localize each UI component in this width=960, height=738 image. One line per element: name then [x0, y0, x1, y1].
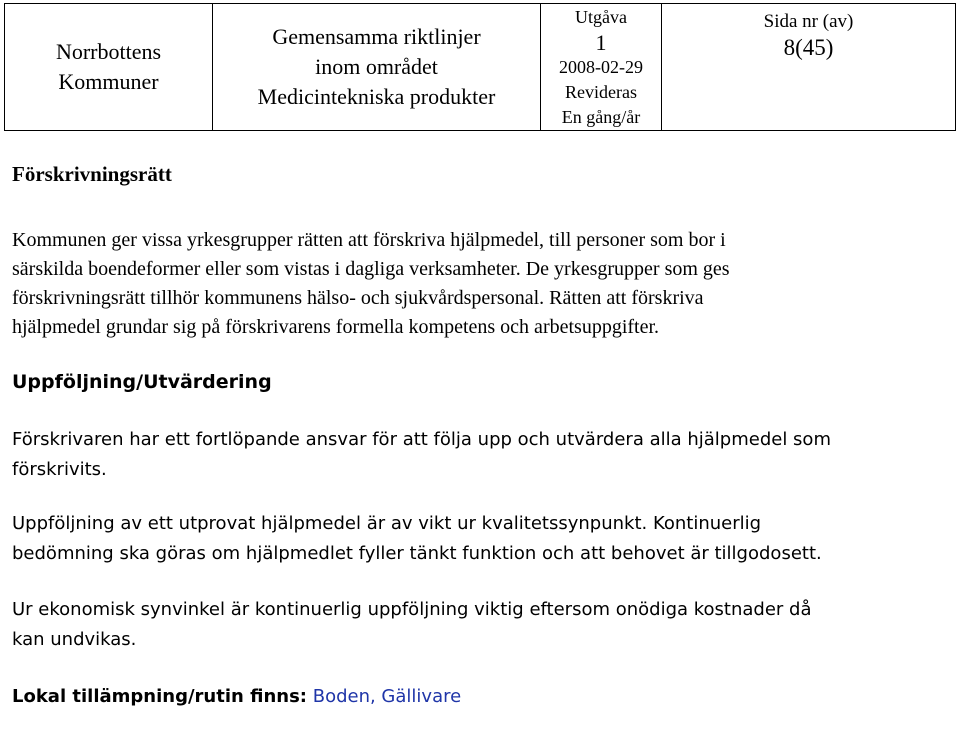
prescribing-line-4: hjälpmedel grundar sig på förskrivarens formella kompetens och arbetsuppgifter. — [12, 316, 660, 338]
organization-name: Norrbottens Kommuner — [55, 39, 162, 94]
page-label: Sida nr (av) — [763, 11, 854, 32]
edition-label: Utgåva — [575, 6, 627, 27]
local-routine-municipalities: Boden, Gällivare — [312, 686, 462, 707]
revision-label: Revideras — [565, 81, 637, 102]
edition-date: 2008-02-29 — [559, 56, 643, 77]
page-number-cell — [662, 4, 956, 131]
prescribing-line-2: särskilda boendeformer eller som vistas i dagliga verksamheter. De yrkesgrupper som ges — [12, 258, 730, 280]
document-title-line-2: inom området — [315, 54, 438, 79]
document-title-line-3: Medicintekniska produkter — [257, 84, 496, 109]
organization-cell — [5, 4, 213, 131]
document-title-cell — [213, 4, 541, 131]
followup-paragraph-3 — [12, 595, 952, 655]
local-routine-line — [12, 682, 952, 712]
document-body — [12, 160, 952, 712]
revision-interval: En gång/år — [561, 106, 641, 127]
section-heading-prescribing: Förskrivningsrätt — [12, 162, 172, 186]
document-header — [4, 3, 956, 131]
prescribing-line-1: Kommunen ger vissa yrkesgrupper rätten att förskriva hjälpmedel, till personer som bor i — [12, 229, 726, 251]
followup-p1-line-2: förskrivits. — [12, 459, 107, 480]
followup-p3-line-2: kan undvikas. — [12, 629, 137, 650]
local-routine-label: Lokal tillämpning/rutin finns: — [12, 686, 307, 707]
followup-paragraph-1 — [12, 425, 952, 485]
followup-p1-line-1: Förskrivaren har ett fortlöpande ansvar för att följa upp och utvärdera alla hjälpmedel som — [12, 429, 831, 450]
edition-cell — [541, 4, 662, 131]
page-number: 8(45) — [783, 35, 834, 60]
prescribing-paragraph — [12, 226, 952, 342]
followup-p2-line-2: bedömning ska göras om hjälpmedlet fyller tänkt funktion och att behovet är tillgodosett. — [12, 543, 822, 564]
followup-p3-line-1: Ur ekonomisk synvinkel är kontinuerlig uppföljning viktig eftersom onödiga kostnader då — [12, 599, 812, 620]
document-title-line-1: Gemensamma riktlinjer — [272, 24, 481, 49]
prescribing-line-3: förskrivningsrätt tillhör kommunens hälso- och sjukvårdspersonal. Rätten att förskriva — [12, 287, 704, 309]
followup-p2-line-1: Uppföljning av ett utprovat hjälpmedel är av vikt ur kvalitetssynpunkt. Kontinuerlig — [12, 513, 762, 534]
followup-paragraph-2 — [12, 509, 952, 569]
edition-number: 1 — [595, 29, 607, 55]
section-heading-followup: Uppföljning/Utvärdering — [12, 371, 272, 393]
